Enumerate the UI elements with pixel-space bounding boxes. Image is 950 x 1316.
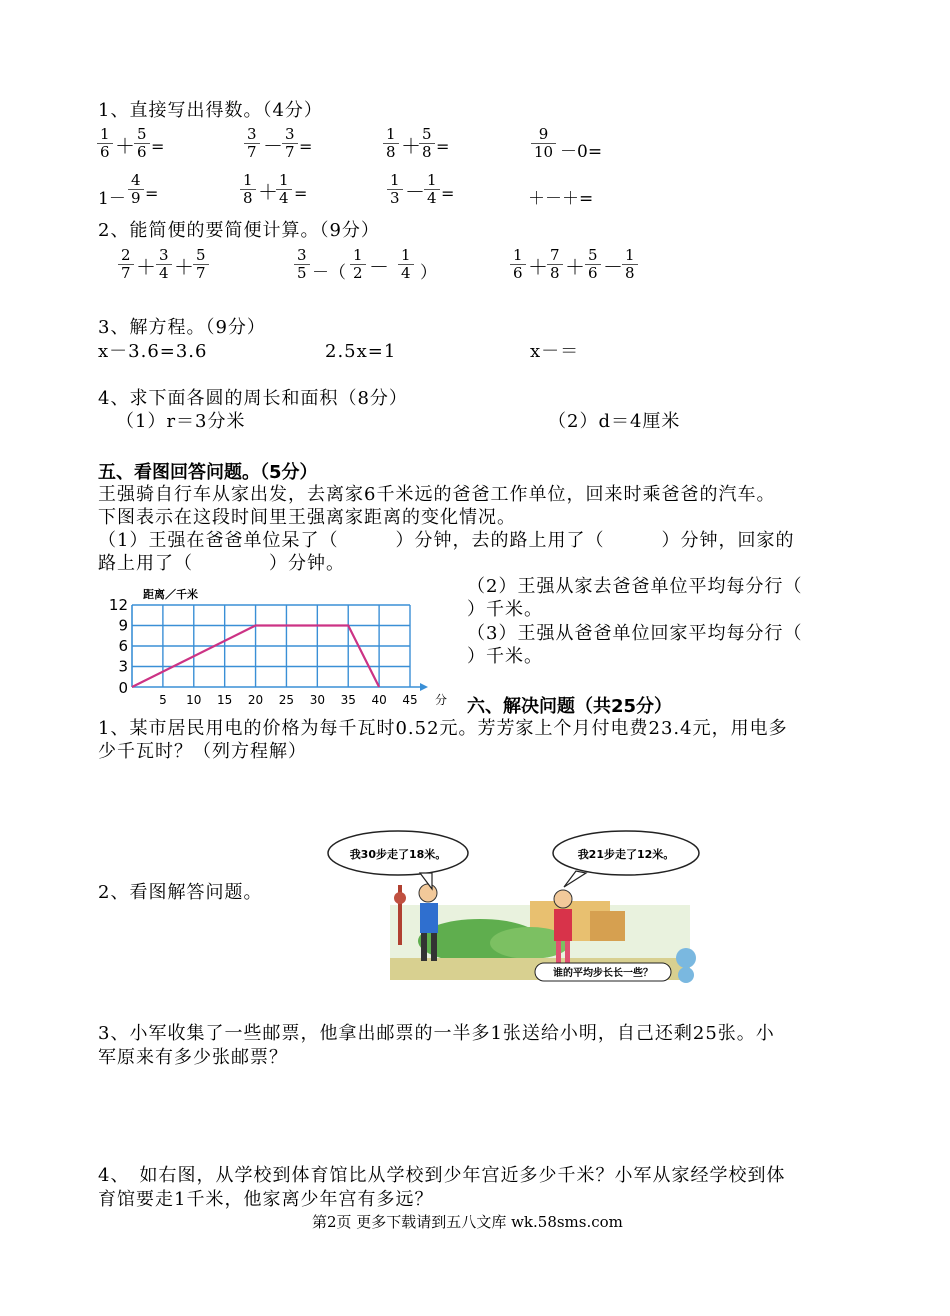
equation: x－3.6=3.6	[98, 341, 208, 362]
fraction: $\frac{9}{10}$	[531, 126, 556, 161]
section6-q1: 少千瓦时？（列方程解）	[98, 741, 307, 762]
operator: ＋	[401, 134, 421, 158]
fraction: $\frac{1}{2}$	[350, 247, 366, 282]
fraction: $\frac{5}{7}$	[193, 247, 209, 282]
section5-q3: ）千米。	[467, 646, 543, 667]
section6-q4: 4、 如右图，从学校到体育馆比从学校到少年宫近多少千米？小军从家经学校到体	[98, 1165, 786, 1186]
x-tick-label: 20	[247, 693, 264, 707]
operator: ＋	[565, 255, 585, 279]
fraction: $\frac{1}{4}$	[424, 172, 440, 207]
close-paren: ）	[420, 263, 437, 283]
section5-q2: （2）王强从家去爸爸单位平均每分行（	[467, 576, 803, 597]
boy-figure	[421, 933, 427, 961]
fraction: $\frac{3}{5}$	[294, 247, 310, 282]
x-tick-label: 45	[402, 693, 418, 707]
walking-illustration	[320, 823, 710, 990]
section6-q3: 3、小军收集了一些邮票，他拿出邮票的一半多1张送给小明，自己还剩25张。小	[98, 1023, 775, 1044]
fraction: $\frac{5}{6}$	[134, 126, 150, 161]
q3-title: 3、解方程。（9分）	[98, 317, 266, 338]
section6-q1: 1、某市居民用电的价格为每千瓦时0.52元。芳芳家上个月付电费23.4元，用电多	[98, 718, 788, 739]
x-tick-label: 40	[371, 693, 387, 707]
operator: ＋	[528, 255, 548, 279]
section5-q3: （3）王强从爸爸单位回家平均每分行（	[467, 623, 803, 644]
x-tick-label: 5	[159, 693, 167, 707]
section5-intro: 王强骑自行车从家出发，去离家6千米远的爸爸工作单位，回来时乘爸爸的汽车。	[98, 484, 776, 505]
tower	[394, 892, 406, 904]
boy-figure	[420, 903, 438, 933]
operator: ＋	[115, 134, 135, 158]
fraction: $\frac{1}{6}$	[510, 247, 526, 282]
distance-time-chart	[95, 584, 450, 709]
fraction: $\frac{1}{4}$	[276, 172, 292, 207]
equals: =	[151, 137, 165, 156]
fraction: $\frac{3}{7}$	[244, 126, 260, 161]
fraction: $\frac{4}{9}$	[128, 172, 144, 207]
speech-bubble-left-text: 我30步走了18米。	[349, 848, 447, 861]
equals: =	[299, 137, 313, 156]
cat-figure	[676, 948, 696, 968]
operator: －	[405, 180, 425, 204]
speech-bubble-bottom-text: 谁的平均步长长一些？	[553, 968, 653, 979]
expression-text: ＋－＋=	[528, 189, 594, 209]
section5-q1: 路上用了（ ）分钟。	[98, 553, 345, 574]
cat-figure	[678, 967, 694, 983]
girl-figure	[565, 941, 570, 965]
equals: =	[436, 137, 450, 156]
x-axis-arrow	[420, 683, 428, 691]
circle-problem: （2）d＝4厘米	[548, 411, 681, 432]
section5-q2: ）千米。	[467, 599, 543, 620]
speech-bubble-right-text: 我21步走了12米。	[577, 848, 675, 861]
fraction: $\frac{1}{3}$	[387, 172, 403, 207]
section5-intro: 下图表示在这段时间里王强离家距离的变化情况。	[98, 507, 516, 528]
operator: －	[603, 255, 623, 279]
equation: x－＝	[530, 341, 580, 362]
building	[590, 911, 625, 941]
girl-figure	[556, 941, 561, 965]
boy-figure	[419, 884, 437, 902]
equals: =	[145, 184, 159, 203]
equation: 2.5x=1	[325, 341, 397, 362]
y-tick-label: 6	[118, 637, 128, 655]
section6-q4: 育馆要走1千米，他家离少年宫有多远？	[98, 1189, 434, 1210]
fraction: $\frac{1}{4}$	[398, 247, 414, 282]
y-tick-label: 3	[118, 657, 128, 676]
speech-bubble-tail	[564, 871, 586, 887]
operator: ＋	[136, 255, 156, 279]
y-tick-label: 9	[118, 616, 128, 635]
origin-label: 0	[118, 679, 128, 697]
fraction: $\frac{1}{8}$	[240, 172, 256, 207]
section6-q3: 军原来有多少张邮票？	[98, 1047, 288, 1068]
girl-figure	[554, 909, 572, 941]
x-axis-label: 分	[435, 693, 448, 707]
expression-lead: 1－	[98, 189, 126, 209]
operator: ＋	[174, 255, 194, 279]
boy-figure	[431, 933, 437, 961]
expression-rest: －0=	[560, 142, 603, 162]
fraction: $\frac{7}{8}$	[547, 247, 563, 282]
q2-title: 2、能简便的要简便计算。（9分）	[98, 220, 380, 241]
x-tick-label: 30	[309, 693, 325, 707]
fraction: $\frac{5}{6}$	[585, 247, 601, 282]
x-tick-label: 10	[186, 693, 202, 707]
section5-title: 五、看图回答问题。（5分）	[98, 462, 318, 483]
y-tick-label: 12	[108, 596, 128, 614]
fraction: $\frac{1}{8}$	[383, 126, 399, 161]
page-footer: 第2页 更多下载请到五八文库 wk.58sms.com	[312, 1213, 623, 1231]
operator: －	[369, 255, 389, 279]
operator: －	[263, 134, 283, 158]
fraction: $\frac{3}{7}$	[282, 126, 298, 161]
q4-title: 4、求下面各圆的周长和面积（8分）	[98, 388, 408, 409]
fraction: $\frac{3}{4}$	[156, 247, 172, 282]
fraction: $\frac{1}{6}$	[97, 126, 113, 161]
fraction: $\frac{1}{8}$	[622, 247, 638, 282]
x-tick-label: 15	[217, 693, 233, 707]
expression-mid: －（	[312, 263, 346, 283]
x-tick-label: 25	[278, 693, 295, 707]
section6-q2: 2、看图解答问题。	[98, 882, 263, 903]
section6-title: 六、解决问题（共25分）	[467, 696, 673, 717]
fraction: $\frac{2}{7}$	[118, 247, 134, 282]
equals: =	[294, 184, 308, 203]
girl-figure	[554, 890, 572, 908]
fraction: $\frac{5}{8}$	[419, 126, 435, 161]
x-tick-label: 35	[340, 693, 356, 707]
chart-title: 距离／千米	[143, 588, 198, 601]
q1-title: 1、直接写出得数。（4分）	[98, 100, 323, 121]
operator: ＋	[258, 180, 278, 204]
section5-q1: （1）王强在爸爸单位呆了（ ）分钟，去的路上用了（ ）分钟，回家的	[98, 530, 795, 551]
circle-problem: （1）r＝3分米	[116, 411, 246, 432]
equals: =	[441, 184, 455, 203]
